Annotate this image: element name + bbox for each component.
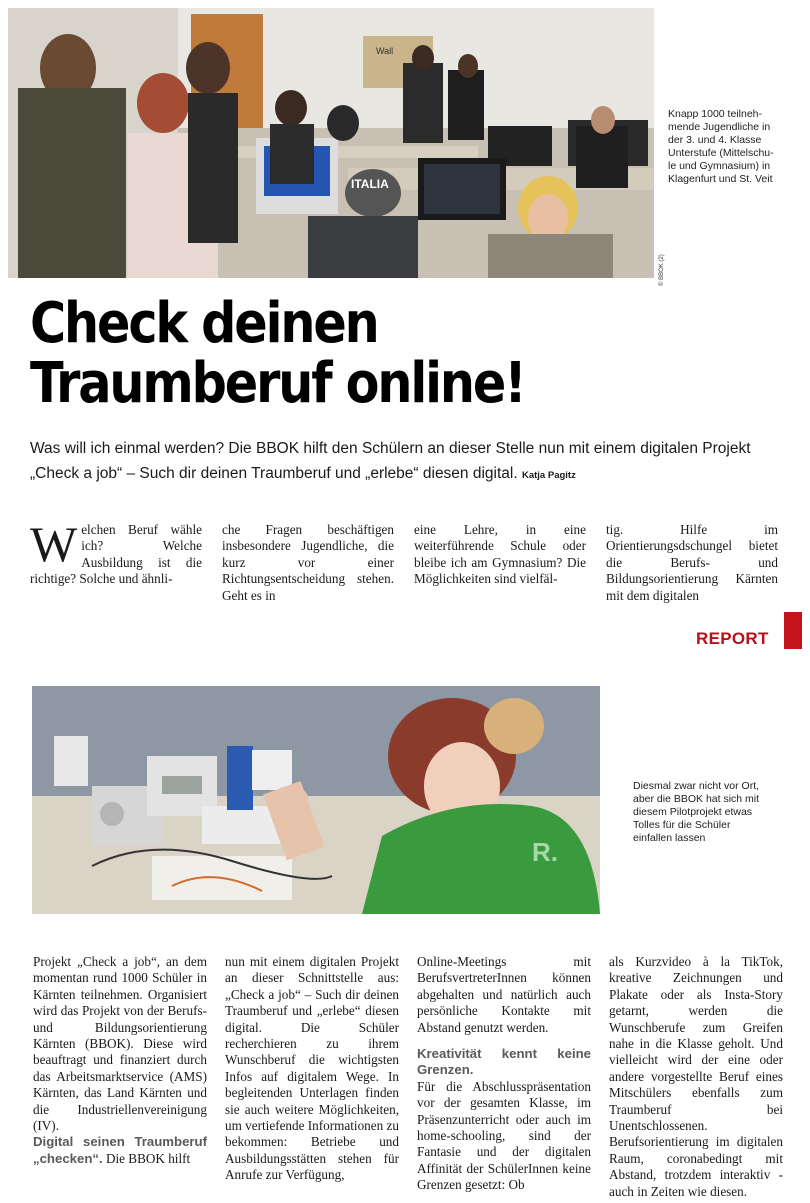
- shirt-text: R.: [532, 837, 558, 867]
- bottom-photo-caption: [633, 780, 803, 845]
- drop-cap: W: [30, 516, 78, 572]
- intro-column-3: [414, 522, 586, 588]
- body-text: Für die Abschlusspräsentation vor der gesamten Klasse, im Präsenzunterricht oder auch im home-schooling, sind der Fantasie und der digitalen Affinität der SchülerInnen keine Grenzen gesetzt: Ob: [417, 1078, 591, 1193]
- body-text: nun mit einem digitalen Projekt an dieser Schnittstelle aus: „Check a job“ – Such dir deinen Traumberuf und „erlebe“ diesen digital. Die Schüler recherchieren zu ihrem Wunschberuf die wichtigsten Infos auf digitalem Wege. In begleitenden Unterlagen finden sie auch weitere Möglichkeiten, um vertiefende Informationen zu bekommen: Betriebe und Ausbildungsstätten stehen für Anrufe zur Verfügung,: [225, 954, 399, 1183]
- subheading: Kreativität kennt keine Grenzen.: [417, 1046, 591, 1078]
- intro-text: che Fragen beschäftigen insbesondere Jugendliche, die kurz vor einer Richtungsentscheidung stehen. Geht es in: [222, 522, 394, 603]
- body-text: Die BBOK hilft: [105, 1150, 191, 1166]
- caption-line: aber die BBOK hat sich mit: [633, 793, 760, 805]
- body-text: Projekt „Check a job“, an dem momentan rund 1000 Schüler in Kärnten teilnehmen. Organisiert wird das Projekt von der Berufs- und Bildungsorientierung Kärnten (BBOK). Diese wird beauftragt und finanziert durch das Arbeitsmarktservice (AMS) Kärnten, das Land Kärnten und die Industriellenvereinigung (IV).: [33, 954, 207, 1134]
- caption-line: Tolles für die Schüler: [633, 819, 731, 831]
- photo-credit: © BBOK (2): [659, 254, 665, 286]
- intro-column-2: [222, 522, 394, 604]
- article-lead: [30, 436, 790, 488]
- caption-line: Diesmal zwar nicht vor Ort,: [633, 780, 760, 792]
- classroom-photo: [8, 8, 654, 278]
- intro-column-1: [30, 516, 202, 588]
- cap-text: ITALIA: [351, 177, 389, 191]
- body-column-3: [417, 954, 591, 1194]
- section-label: REPORT: [696, 629, 769, 648]
- student-workshop-photo: [32, 686, 600, 914]
- caption-line: diesem Pilotprojekt etwas: [633, 806, 753, 818]
- body-column-2: [225, 954, 399, 1184]
- intro-column-4: [606, 522, 778, 604]
- article-headline: [30, 291, 699, 416]
- caption-line: einfallen lassen: [633, 832, 706, 844]
- subheading: Digital seinen Traumberuf „checken“.: [33, 1134, 207, 1166]
- caption-line: mende Jugendliche in: [668, 121, 771, 133]
- intro-text: eine Lehre, in eine weiterführende Schule oder bleibe ich am Gymnasium? Die Möglichkeiten sind vielfäl-: [414, 522, 586, 587]
- caption-line: Klagenfurt und St. Veit: [668, 173, 773, 185]
- headline-line-1: Check deinen: [30, 291, 378, 356]
- intro-text: elchen Beruf wähle ich? Welche Ausbildung ist die richtige? Solche und ähnli-: [30, 522, 202, 587]
- author-byline: Katja Pagitz: [521, 470, 576, 481]
- wall-sign-text: Wall: [376, 46, 394, 56]
- section-accent-bar: [784, 612, 802, 649]
- caption-line: le und Gymnasium) in: [668, 160, 771, 172]
- lead-text: Was will ich einmal werden? Die BBOK hilft den Schülern an dieser Stelle nun mit einem digitalen Projekt „Check a job“ – Such dir deinen Traumberuf und „erlebe“ diesen digital.: [30, 440, 751, 482]
- caption-line: der 3. und 4. Klasse: [668, 134, 762, 146]
- body-text: als Kurzvideo à la TikTok, kreative Zeichnungen und Plakate oder als Insta-Story getarnt, werden die Wunschberufe zum Greifen nahe in die Klasse geholt. Und vielleicht wird der eine oder andere vorgestellte Beruf eines Mitschülers ebenfalls zum Traumberuf bei Unentschlossenen. Berufsorientierung im digitalen Raum, coronabedingt mit Abstand, trotzdem interaktiv - auch in Zeiten wie diesen.: [609, 954, 783, 1199]
- headline-line-2: Traumberuf online!: [30, 351, 525, 416]
- body-column-4: [609, 954, 783, 1200]
- caption-line: Knapp 1000 teilneh-: [668, 108, 762, 120]
- body-column-1: [33, 954, 207, 1167]
- top-photo-caption: [668, 108, 808, 186]
- caption-line: Unterstufe (Mittelschu-: [668, 147, 774, 159]
- intro-text: tig. Hilfe im Orientierungsdschungel bietet die Berufs- und Bildungsorientierung Kärnten mit dem digitalen: [606, 522, 778, 603]
- body-text: Online-Meetings mit BerufsvertreterInnen können abgehalten und natürlich auch persönliche Kontakte mit Abstand genutzt werden.: [417, 954, 591, 1035]
